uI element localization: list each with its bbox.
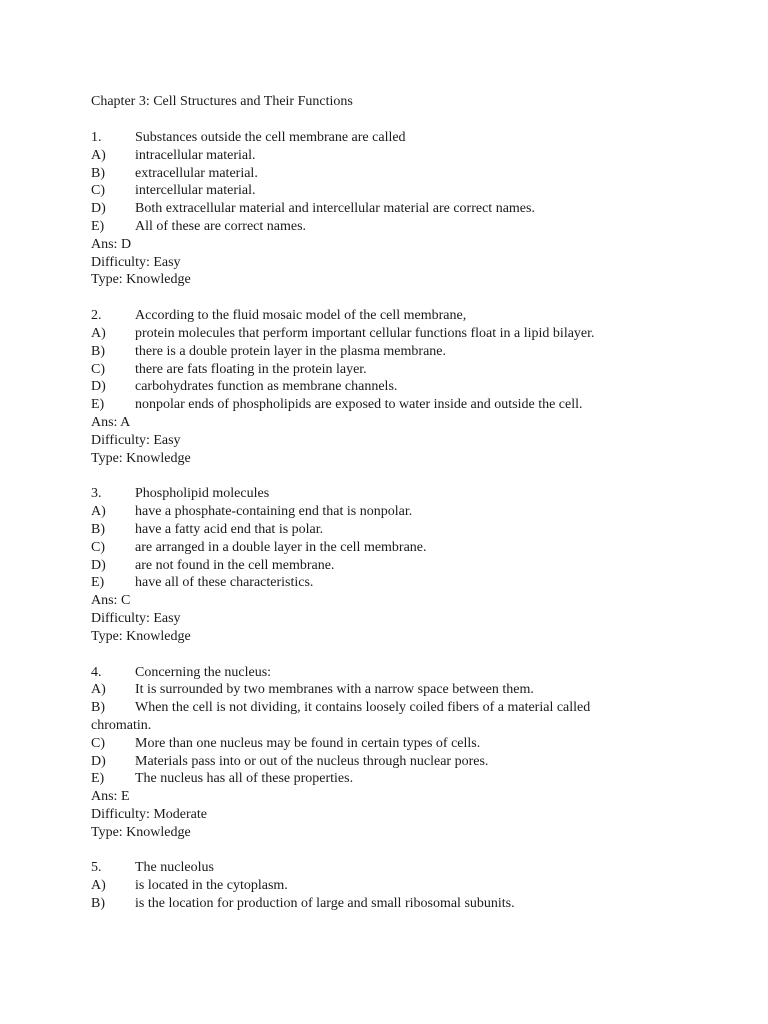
option-text: is the location for production of large and small ribosomal subunits.	[135, 896, 515, 912]
option-text: intracellular material.	[135, 147, 256, 163]
question-text: Substances outside the cell membrane are called	[135, 130, 406, 145]
answer-option	[91, 753, 731, 771]
difficulty-label: Difficulty: Moderate	[91, 806, 207, 822]
option-text: protein molecules that perform important cellular functions float in a lipid bilayer.	[135, 325, 595, 341]
answer-option	[91, 735, 731, 753]
option-label: E)	[91, 771, 105, 787]
option-first-line	[91, 699, 731, 717]
answer-option	[91, 503, 731, 521]
option-label: A)	[91, 878, 106, 894]
answer-key: Ans: E	[91, 789, 130, 805]
option-text: there are fats floating in the protein layer.	[135, 361, 367, 377]
answer-option	[91, 574, 731, 592]
answer-option	[91, 877, 731, 895]
type-label: Type: Knowledge	[91, 824, 191, 840]
question-text: Phospholipid molecules	[135, 486, 270, 502]
option-label: C)	[91, 361, 105, 377]
question-number: 5.	[91, 860, 102, 876]
option-text: there is a double protein layer in the plasma membrane.	[135, 343, 447, 359]
answer-option	[91, 557, 731, 575]
difficulty-label: Difficulty: Easy	[91, 610, 181, 626]
type-label: Type: Knowledge	[91, 272, 191, 288]
question-stem	[91, 859, 731, 877]
difficulty-label: Difficulty: Easy	[91, 432, 181, 448]
answer-option	[91, 325, 731, 343]
answer-option	[91, 165, 731, 183]
answer-option	[91, 147, 731, 165]
answer-option	[91, 770, 731, 788]
option-label: E)	[91, 397, 105, 413]
option-label: D)	[91, 753, 106, 769]
option-text: When the cell is not dividing, it contains loosely coiled fibers of a material called	[135, 700, 591, 716]
option-text: More than one nucleus may be found in certain types of cells.	[135, 735, 481, 751]
option-text: nonpolar ends of phospholipids are exposed to water inside and outside the cell.	[135, 397, 583, 413]
answer-option	[91, 895, 731, 913]
question-1	[91, 129, 731, 289]
answer-option	[91, 182, 731, 200]
difficulty-label: Difficulty: Easy	[91, 254, 181, 270]
answer-option	[91, 699, 731, 735]
question-number: 4.	[91, 664, 102, 680]
question-stem	[91, 664, 731, 682]
type-label: Type: Knowledge	[91, 450, 191, 466]
answer-option	[91, 681, 731, 699]
option-text: have all of these characteristics.	[135, 575, 314, 591]
option-text: have a phosphate-containing end that is nonpolar.	[135, 504, 413, 520]
option-label: C)	[91, 735, 105, 751]
question-stem	[91, 307, 731, 325]
question-text: The nucleolus	[135, 860, 214, 876]
answer-option	[91, 539, 731, 557]
option-label: E)	[91, 575, 105, 591]
option-label: E)	[91, 218, 105, 234]
answer-key: Ans: C	[91, 593, 131, 609]
question-text: Concerning the nucleus:	[135, 664, 272, 680]
option-label: A)	[91, 147, 106, 163]
answer-option	[91, 343, 731, 361]
option-label: B)	[91, 521, 105, 537]
question-number: 3.	[91, 486, 102, 502]
option-label: A)	[91, 325, 106, 341]
question-4	[91, 664, 731, 842]
option-label: B)	[91, 165, 105, 181]
option-text: is located in the cytoplasm.	[135, 878, 288, 894]
question-2	[91, 307, 731, 467]
question-stem	[91, 129, 731, 147]
answer-key: Ans: D	[91, 236, 132, 252]
option-label: D)	[91, 557, 106, 573]
question-text: According to the fluid mosaic model of the cell membrane,	[135, 308, 467, 324]
option-label: D)	[91, 379, 106, 395]
chapter-title: Chapter 3: Cell Structures and Their Functions	[91, 94, 353, 109]
option-label: B)	[91, 896, 105, 912]
answer-key: Ans: A	[91, 414, 131, 430]
option-text: are arranged in a double layer in the cell membrane.	[135, 539, 427, 555]
option-text: have a fatty acid end that is polar.	[135, 521, 324, 537]
option-text: All of these are correct names.	[135, 218, 307, 234]
answer-option	[91, 200, 731, 218]
question-stem	[91, 485, 731, 503]
option-text: extracellular material.	[135, 165, 258, 181]
answer-option	[91, 396, 731, 414]
answer-option	[91, 378, 731, 396]
document-page	[91, 93, 731, 931]
option-text: Both extracellular material and intercellular material are correct names.	[135, 201, 535, 217]
option-label: B)	[91, 343, 105, 359]
answer-option	[91, 361, 731, 379]
option-label: A)	[91, 504, 106, 520]
option-text: The nucleus has all of these properties.	[135, 771, 354, 787]
question-number: 2.	[91, 308, 102, 324]
option-label: A)	[91, 682, 106, 698]
answer-option	[91, 218, 731, 236]
question-5	[91, 859, 731, 912]
option-text-continuation: chromatin.	[91, 717, 152, 733]
option-label: B)	[91, 700, 105, 716]
answer-option	[91, 521, 731, 539]
option-label: D)	[91, 201, 106, 217]
question-number: 1.	[91, 130, 102, 145]
option-label: C)	[91, 183, 105, 199]
option-text: Materials pass into or out of the nucleus through nuclear pores.	[135, 753, 489, 769]
type-label: Type: Knowledge	[91, 628, 191, 644]
option-text: are not found in the cell membrane.	[135, 557, 335, 573]
option-text: It is surrounded by two membranes with a narrow space between them.	[135, 682, 534, 698]
option-label: C)	[91, 539, 105, 555]
question-3	[91, 485, 731, 645]
option-text: carbohydrates function as membrane channels.	[135, 379, 398, 395]
option-text: intercellular material.	[135, 183, 256, 199]
